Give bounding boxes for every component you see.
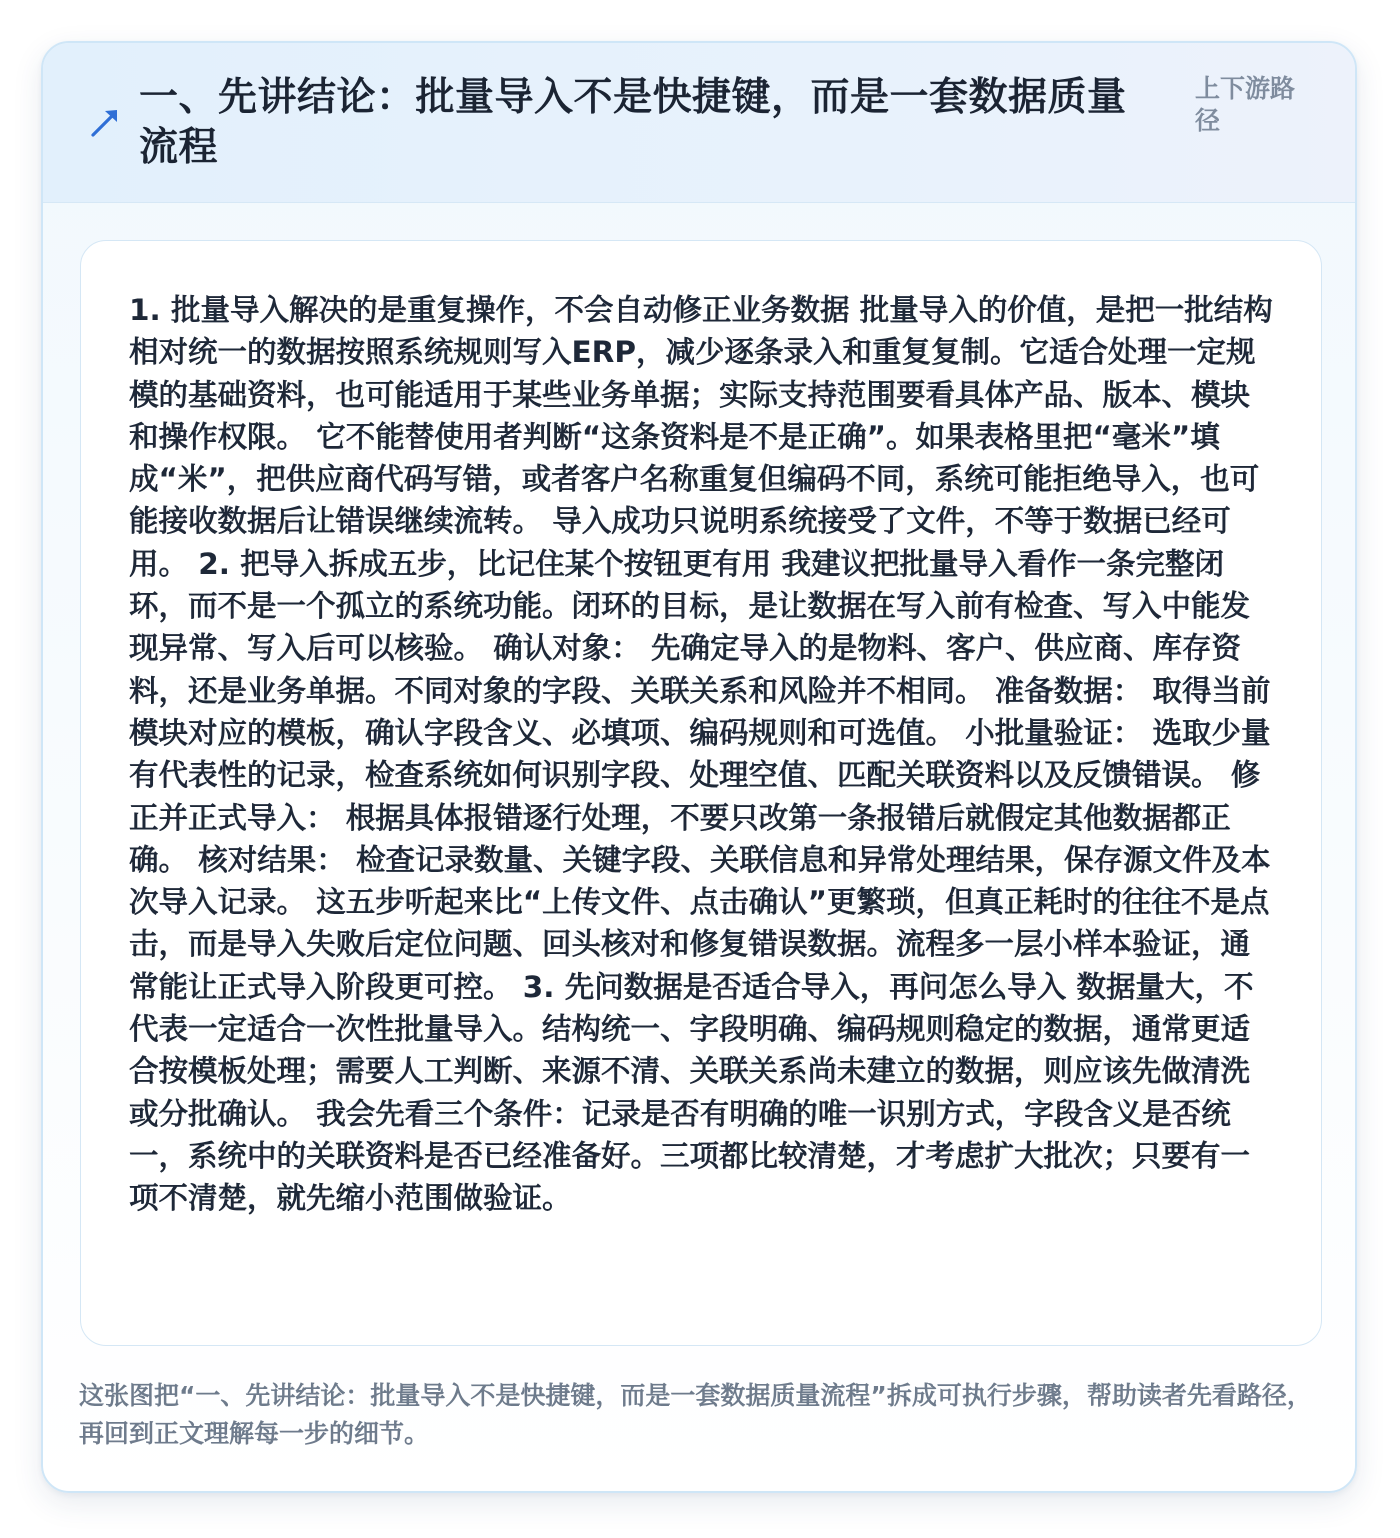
figure-caption: 这张图把“一、先讲结论：批量导入不是快捷键，而是一套数据质量流程”拆成可执行步骤，帮助读者先看路径，再回到正文理解每一步的细节。 (79, 1381, 1312, 1448)
body-text: 1. 批量导入解决的是重复操作，不会自动修正业务数据 批量导入的价值，是把一批结构相对统一的数据按照系统规则写入ERP，减少逐条录入和重复复制。它适合处理一定规模的基础资料，也可能适用于某些业务单据；实际支持范围要看具体产品、版本、模块和操作权限。 它不能替使用者判断“这条资料是不是正确”。如果表格里把“毫米”填成“米”，把供应商代码写错，或者客户名称重复但编码不同，系统可能拒绝导入，也可能接收数据后让错误继续流转。 导入成功只说明系统接受了文件，不等于数据已经可用。 2. 把导入拆成五步，比记住某个按钮更有用 我建议把批量导入看作一条完整闭环，而不是一个孤立的系统功能。闭环的目标，是让数据在写入前有检查、写入中能发现异常、写入后可以核验。 确认对象： 先确定导入的是物料、客户、供应商、库存资料，还是业务单据。不同对象的字段、关联关系和风险并不相同。 准备数据： 取得当前模块对应的模板，确认字段含义、必填项、编码规则和可选值。 小批量验证： 选取少量有代表性的记录，检查系统如何识别字段、处理空值、匹配关联资料以及反馈错误。 修正并正式导入： 根据具体报错逐行处理，不要只改第一条报错后就假定其他数据都正确。 核对结果： 检查记录数量、关键字段、关联信息和异常处理结果，保存源文件及本次导入记录。 这五步听起来比“上传文件、点击确认”更繁琐，但真正耗时的往往不是点击，而是导入失败后定位问题、回头核对和修复错误数据。流程多一层小样本验证，通常能让正式导入阶段更可控。 3. 先问数据是否适合导入，再问怎么导入 数据量大，不代表一定适合一次性批量导入。结构统一、字段明确、编码规则稳定的数据，通常更适合按模板处理；需要人工判断、来源不清、关联关系尚未建立的数据，则应该先做清洗或分批确认。 我会先看三个条件：记录是否有明确的唯一识别方式，字段含义是否统一，系统中的关联资料是否已经准备好。三项都比较清楚，才考虑扩大批次；只要有一项不清楚，就先缩小范围做验证。 (129, 293, 1273, 1216)
section-card (41, 41, 1357, 1493)
path-tag: 上下游路径 (1195, 74, 1296, 135)
content-panel (80, 240, 1322, 1346)
section-title: 一、先讲结论：批量导入不是快捷键，而是一套数据质量流程 (139, 75, 1127, 170)
card-header (43, 43, 1355, 203)
arrow-up-right-icon (87, 105, 123, 141)
